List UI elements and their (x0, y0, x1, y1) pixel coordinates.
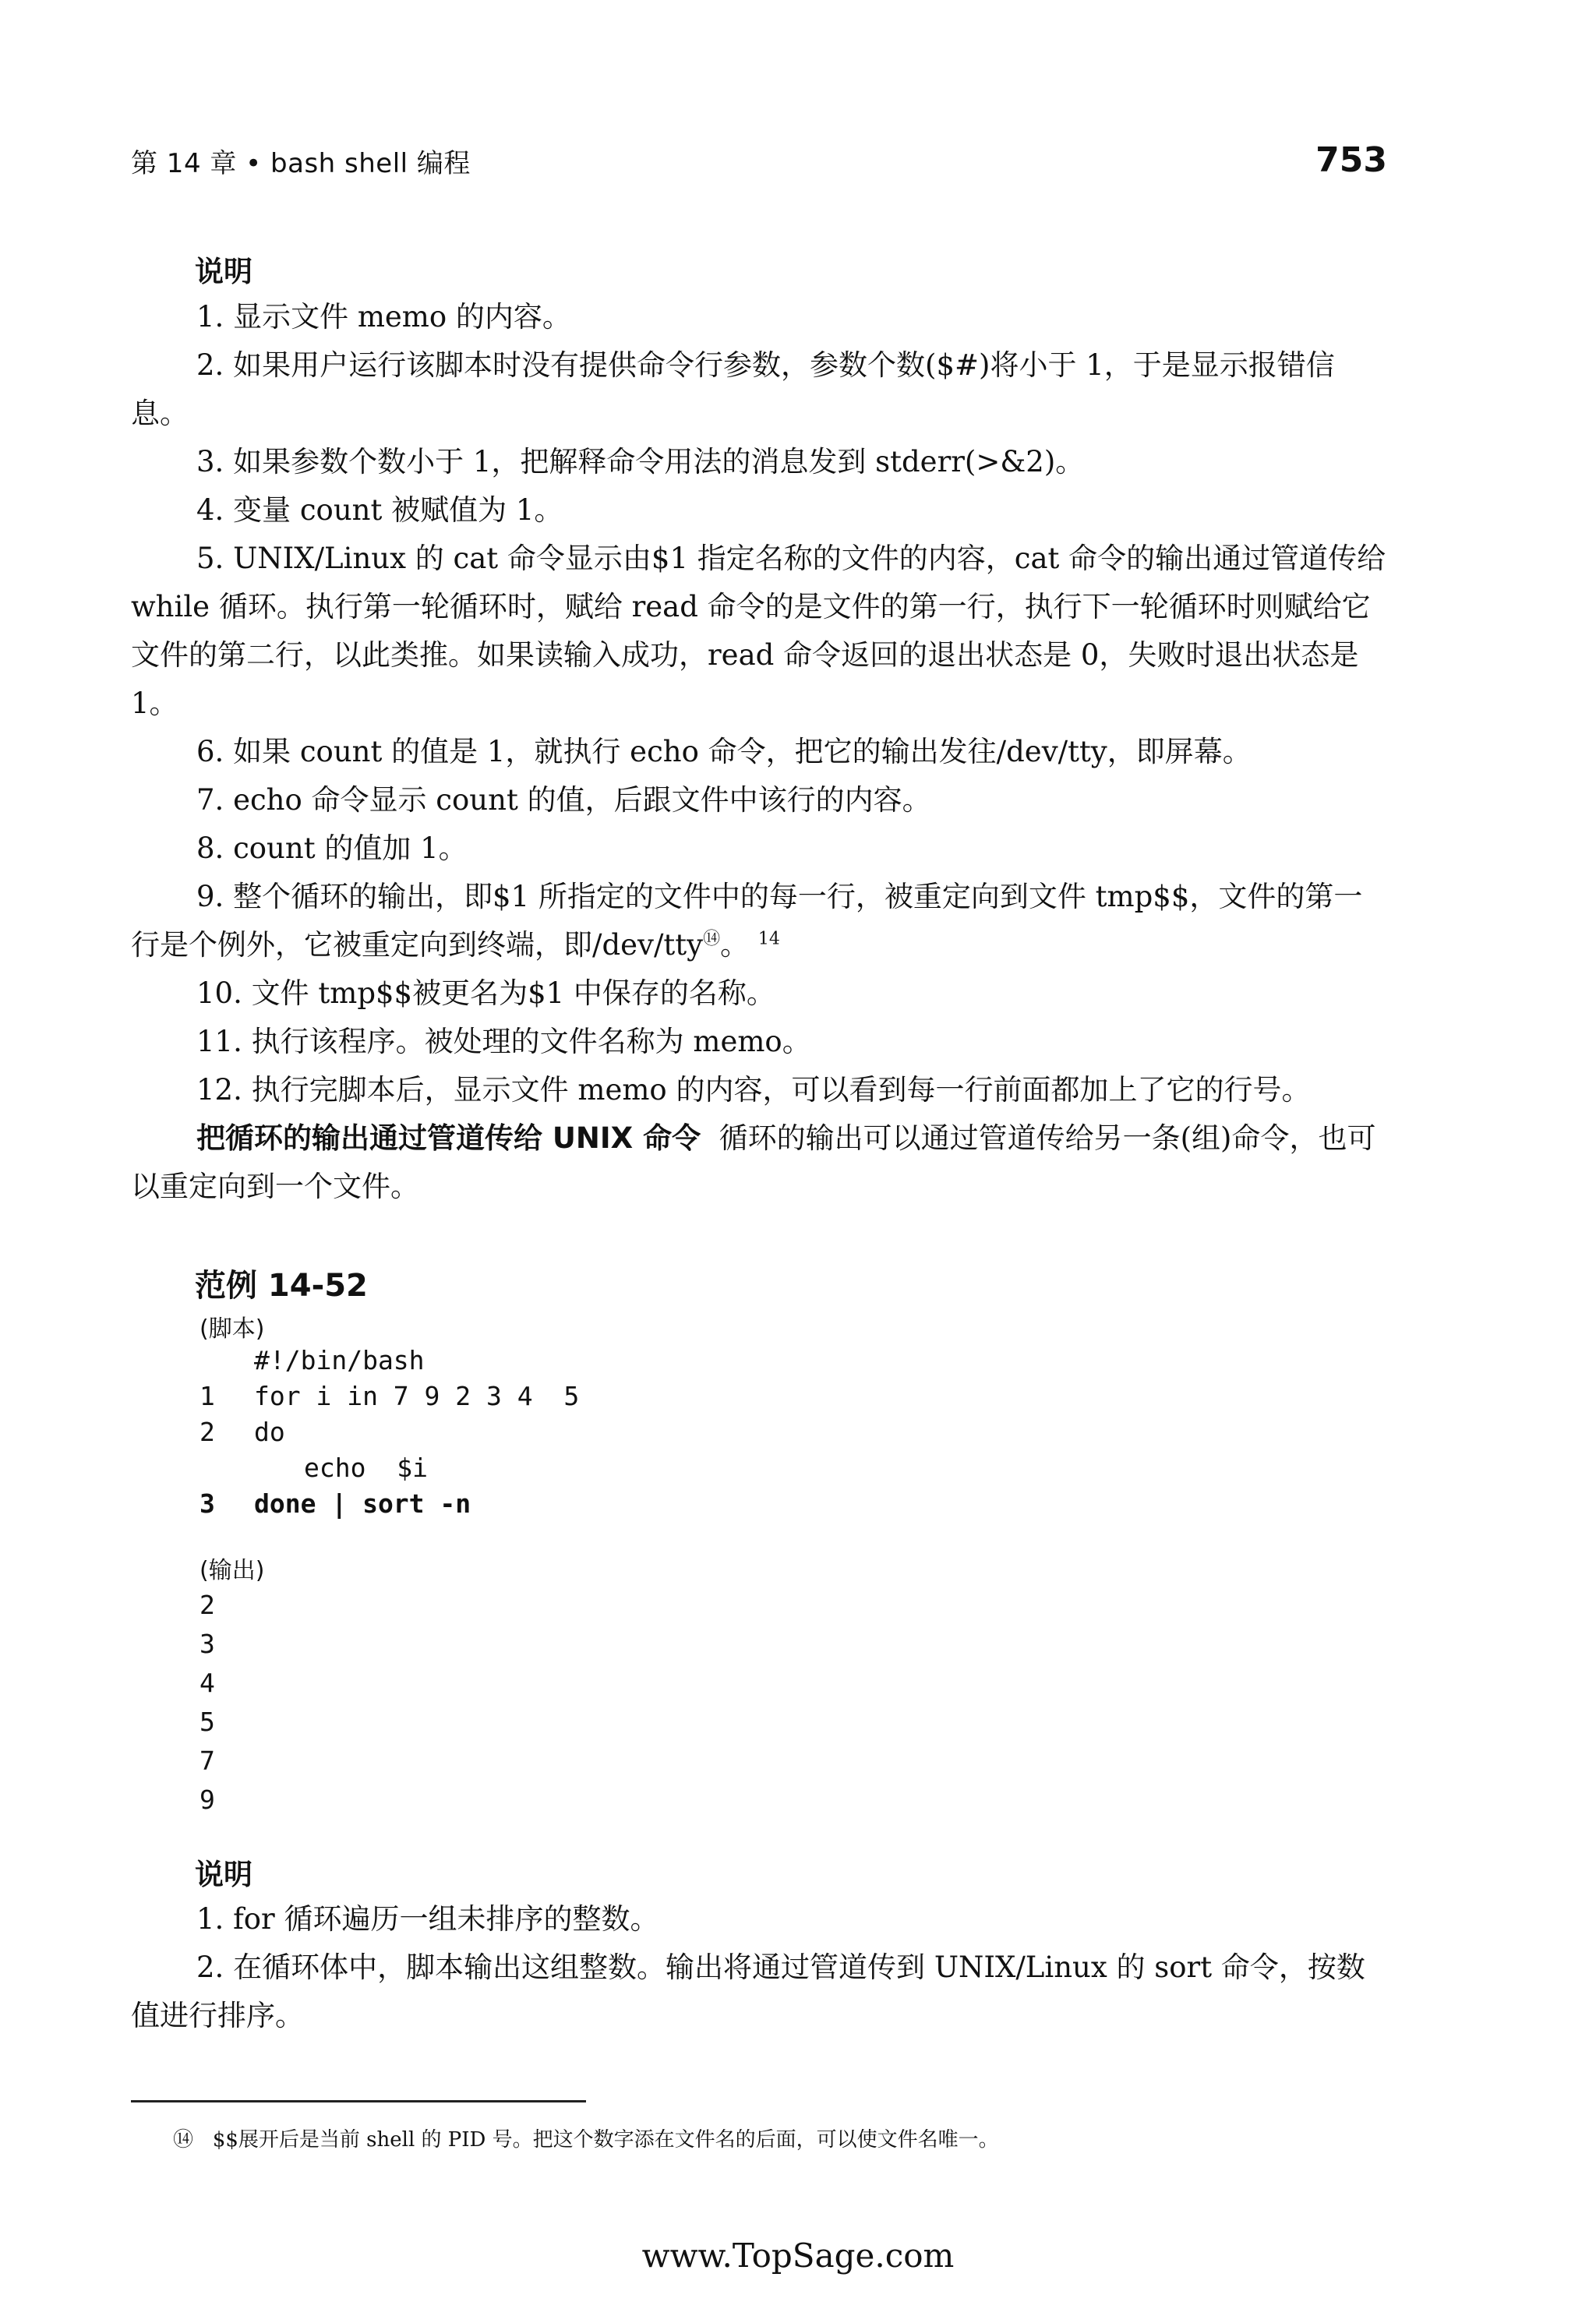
code-line: done | sort -n (254, 1488, 471, 1519)
pipe-heading: 把循环的输出通过管道传给 UNIX 命令 (196, 1121, 701, 1155)
page-header (131, 140, 1387, 180)
note-item-7: 7. echo 命令显示 count 的值，后跟文件中该行的内容。 (196, 783, 931, 817)
note-item-9-text: 9. 整个循环的输出，即$1 所指定的文件中的每一行，被重定向到文件 tmp$$，文件的第一行是个例外，它被重定向到终端，即/dev/tty (131, 880, 1363, 962)
output-line: 9 (200, 1785, 215, 1815)
output-line: 2 (200, 1590, 215, 1620)
note-item-4: 4. 变量 count 被赋值为 1。 (196, 493, 563, 527)
note-item-1: 1. for 循环遍历一组未排序的整数。 (196, 1902, 659, 1936)
footnote-reference: ⑭ (703, 929, 721, 949)
page-number: 753 (1315, 140, 1387, 180)
note-item-10: 10. 文件 tmp$$被更名为$1 中保存的名称。 (196, 976, 775, 1010)
code-line-number: 2 (200, 1417, 215, 1447)
output-line: 3 (200, 1629, 215, 1659)
note-item-6: 6. 如果 count 的值是 1，就执行 echo 命令，把它的输出发往/dev/tty，即屏幕。 (196, 735, 1252, 768)
note-item-3: 3. 如果参数个数小于 1，把解释命令用法的消息发到 stderr(>&2)。 (196, 445, 1085, 478)
note-item-9-tail: 。 (720, 928, 750, 962)
footnote-marker: ⑭ (173, 2128, 194, 2152)
code-line: for i in 7 9 2 3 4 5 (254, 1381, 580, 1411)
note-item-11: 11. 执行该程序。被处理的文件名称为 memo。 (196, 1025, 811, 1058)
output-line: 7 (200, 1746, 215, 1776)
footnote (173, 2124, 999, 2152)
note-item-2: 2. 在循环体中，脚本输出这组整数。输出将通过管道传到 UNIX/Linux 的 sort 命令，按数值进行排序。 (131, 1951, 1365, 2032)
code-shebang: #!/bin/bash (254, 1345, 425, 1375)
footnote-text: $$展开后是当前 shell 的 PID 号。把这个数字添在文件名的后面，可以使文件名唯一。 (212, 2128, 999, 2152)
note-item-9 (131, 873, 1390, 969)
note-item-2: 2. 如果用户运行该脚本时没有提供命令行参数，参数个数($#)将小于 1，于是显示报错信息。 (131, 348, 1335, 430)
code-line: echo $i (304, 1453, 428, 1483)
section-heading-notes: 说明 (195, 255, 252, 288)
output-line: 4 (200, 1668, 215, 1698)
note-item-12: 12. 执行完脚本后，显示文件 memo 的内容，可以看到每一行前面都加上了它的行号。 (196, 1073, 1311, 1107)
script-label: (脚本) (200, 1315, 265, 1343)
output-line: 5 (200, 1707, 215, 1737)
note-item-8: 8. count 的值加 1。 (196, 831, 468, 865)
code-line: do (254, 1417, 285, 1447)
margin-note: 14 (757, 929, 780, 949)
pipe-paragraph (131, 1114, 1390, 1211)
note-item-1: 1. 显示文件 memo 的内容。 (196, 300, 571, 334)
website-footer: www.TopSage.com (641, 2237, 955, 2275)
output-label: (输出) (200, 1557, 265, 1584)
pipe-text: 循环的输出可以通过管道传给另一条(组)命令，也可以重定向到一个文件。 (131, 1121, 1376, 1203)
code-line-number: 3 (200, 1488, 215, 1519)
section-heading-notes: 说明 (195, 1858, 252, 1891)
example-title: 范例 14-52 (195, 1268, 368, 1304)
note-item-5: 5. UNIX/Linux 的 cat 命令显示由$1 指定名称的文件的内容，cat 命令的输出通过管道传给 while 循环。执行第一轮循环时，赋给 read 命令的是文件的第一行，执行下一轮循环时则赋给它文件的第二行，以此类推。如果读输入成功，read 命令返回的退出状态是 0，失败时退出状态是 1。 (131, 542, 1386, 720)
code-line-number: 1 (200, 1381, 215, 1411)
footnote-divider (131, 2100, 586, 2102)
chapter-title: 第 14 章 • bash shell 编程 (131, 148, 471, 179)
